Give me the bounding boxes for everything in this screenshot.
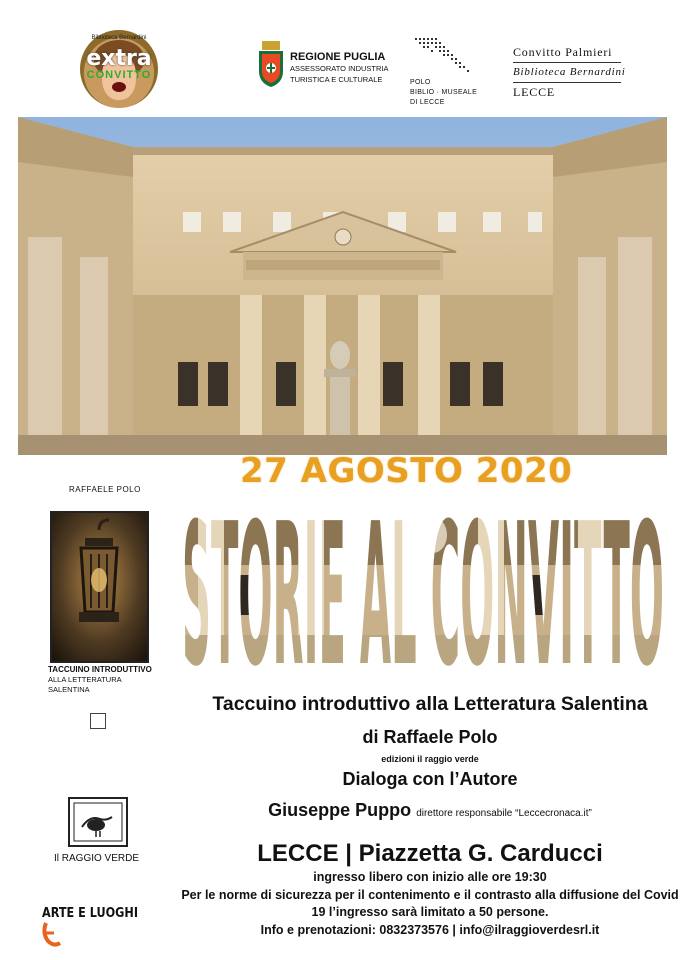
polo-label	[410, 78, 490, 108]
event-title: STORIE AL CONVITTO	[182, 482, 664, 710]
convitto-palmieri-label	[513, 45, 643, 100]
book-cover-caption	[48, 665, 158, 695]
polo-line2: BIBLIO · MUSEALE	[410, 89, 478, 96]
puglia-line3: TURISTICA E CULTURALE	[290, 75, 383, 84]
covid-note-line1: Per le norme di sicurezza per il contenimento e il contrasto alla diffusione del Covid	[181, 888, 679, 902]
courtyard-photo	[18, 117, 667, 455]
moderator-line	[180, 800, 680, 821]
logo-top-text: Biblioteca Bernardini	[91, 35, 147, 41]
contact-line: Info e prenotazioni: 0832373576 | info@ilraggioverdesrl.it	[260, 923, 600, 937]
polo-biblio-museale-logo-icon	[413, 34, 473, 78]
dialogue-line: Dialoga con l’Autore	[342, 769, 518, 789]
convitto-rule-2	[513, 82, 621, 83]
puglia-line2: ASSESSORATO INDUSTRIA	[290, 64, 389, 73]
extra-convitto-logo	[80, 30, 158, 108]
entry-line: ingresso libero con inizio alle ore 19:30	[313, 870, 547, 884]
publisher-small-icon	[90, 713, 106, 729]
book-title-line: Taccuino introduttivo alla Letteratura Salentina	[212, 693, 648, 715]
moderator-name: Giuseppe Puppo	[268, 800, 412, 820]
logo-word-convitto: CONVITTO	[86, 69, 152, 81]
author-line: di Raffaele Polo	[362, 727, 498, 747]
regione-puglia-label	[290, 52, 400, 85]
venue-line: LECCE | Piazzetta G. Carducci	[257, 840, 603, 867]
puglia-line1: REGIONE PUGLIA	[290, 51, 386, 63]
covid-note	[180, 887, 680, 921]
book-cover-lantern-image	[51, 512, 148, 662]
logo-word-extra: extra	[86, 46, 152, 71]
logo-mouth	[112, 82, 126, 92]
book-caption-line2: ALLA LETTERATURA SALENTINA	[48, 675, 122, 694]
convitto-rule	[513, 62, 621, 63]
polo-line3: DI LECCE	[410, 99, 445, 106]
arte-logo-text: ARTE E LUOGHI	[42, 906, 138, 921]
convitto-line3: LECCE	[513, 85, 555, 99]
arte-e-luoghi-logo-icon	[40, 893, 140, 953]
moderator-role: direttore responsabile “Leccecronaca.it”	[416, 808, 592, 819]
event-date: 27 AGOSTO 2020	[240, 451, 573, 491]
raggio-verde-logo-icon	[68, 797, 128, 847]
convitto-line1: Convitto Palmieri	[513, 45, 613, 59]
book-author: RAFFAELE POLO	[69, 485, 141, 494]
book-caption-line1: TACCUINO INTRODUTTIVO	[48, 665, 152, 674]
covid-note-line2: 19 l’ingresso sarà limitato a 50 persone.	[311, 905, 549, 919]
regione-puglia-shield-icon	[258, 41, 284, 87]
publisher-line: edizioni il raggio verde	[381, 754, 479, 764]
polo-line1: POLO	[410, 79, 431, 86]
convitto-line2: Biblioteca Bernardini	[513, 66, 626, 78]
publisher-name: Il RAGGIO VERDE	[54, 853, 140, 864]
